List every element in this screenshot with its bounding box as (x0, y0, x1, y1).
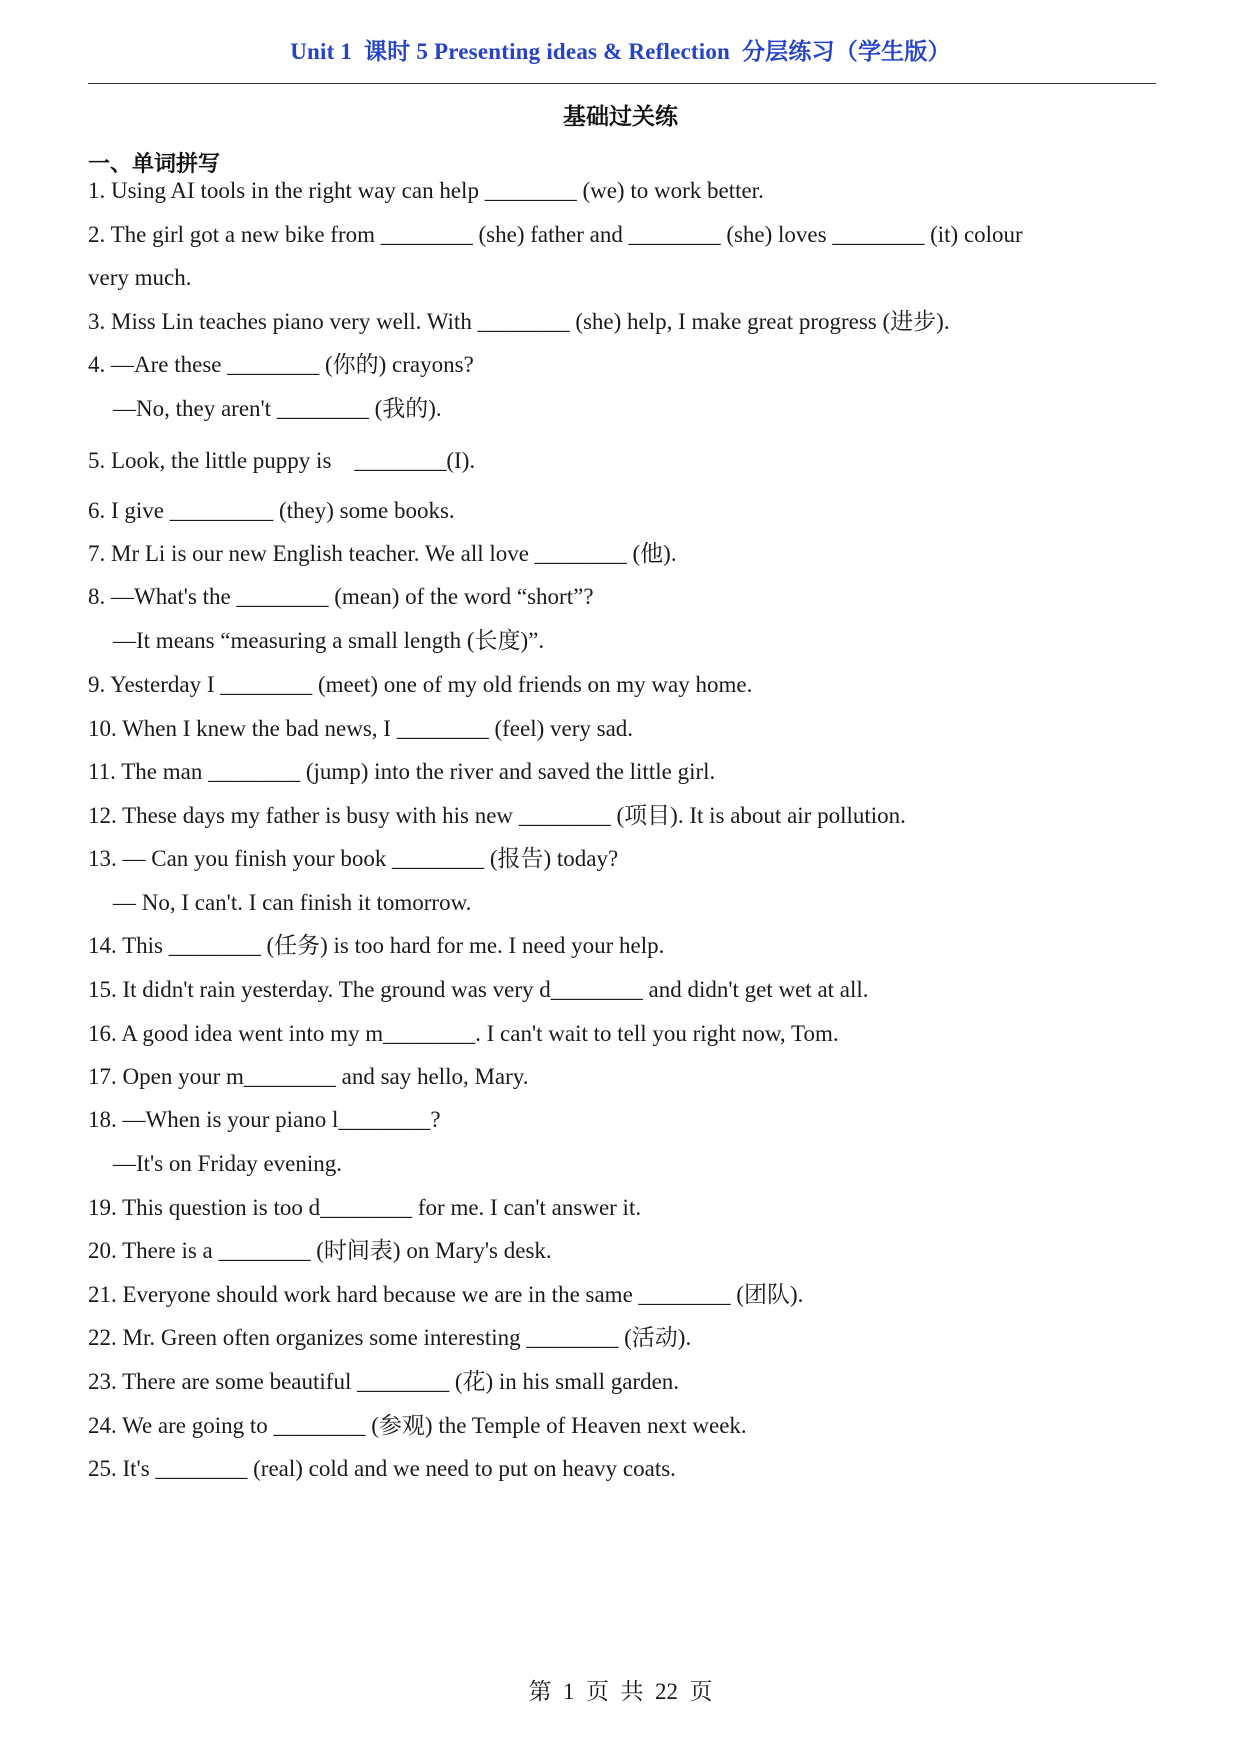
question-line: —No, they aren't ________ (我的). (113, 396, 442, 421)
question-line: 12. These days my father is busy with his new ________ (项目). It is about air pollution. (88, 803, 906, 828)
question-line: 10. When I knew the bad news, I ________ (feel) very sad. (88, 716, 634, 741)
question-line: 14. This ________ (任务) is too hard for me. I need your help. (88, 933, 665, 958)
question-line: —It's on Friday evening. (113, 1151, 343, 1176)
question-line: 9. Yesterday I ________ (meet) one of my old friends on my way home. (88, 672, 753, 697)
question-line: 13. — Can you finish your book ________ (报告) today? (88, 846, 619, 871)
question-line: 23. There are some beautiful ________ (花) in his small garden. (88, 1369, 680, 1394)
question-line: 22. Mr. Green often organizes some interesting ________ (活动). (88, 1325, 692, 1350)
question-line: 7. Mr Li is our new English teacher. We all love ________ (他). (88, 541, 677, 566)
question-line: 18. —When is your piano l________? (88, 1107, 441, 1132)
question-line: very much. (88, 265, 192, 290)
part-title: 一、单词拼写 (88, 152, 221, 177)
question-line: 17. Open your m________ and say hello, Mary. (88, 1064, 529, 1089)
question-line: 19. This question is too d________ for me. I can't answer it. (88, 1195, 642, 1220)
question-line: 5. Look, the little puppy is ________(I). (88, 448, 476, 473)
section-title: 基础过关练 (563, 104, 678, 130)
question-line: 16. A good idea went into my m________. I can't wait to tell you right now, Tom. (88, 1021, 839, 1046)
page-header-title: Unit 1 课时 5 Presenting ideas & Reflection 分层练习（学生版） (290, 39, 951, 64)
question-line: 6. I give _________ (they) some books. (88, 498, 455, 523)
question-line: 15. It didn't rain yesterday. The ground was very d________ and didn't get wet at all. (88, 977, 869, 1002)
question-line: 4. —Are these ________ (你的) crayons? (88, 352, 474, 377)
question-line: 24. We are going to ________ (参观) the Temple of Heaven next week. (88, 1413, 747, 1438)
question-line: 21. Everyone should work hard because we are in the same ________ (团队). (88, 1282, 804, 1307)
page-number: 第 1 页 共 22 页 (528, 1679, 713, 1704)
question-line: —It means “measuring a small length (长度)”. (113, 628, 545, 653)
question-line: 25. It's ________ (real) cold and we need to put on heavy coats. (88, 1456, 676, 1481)
question-line: — No, I can't. I can finish it tomorrow. (113, 890, 472, 915)
question-line: 8. —What's the ________ (mean) of the word “short”? (88, 584, 594, 609)
question-line: 20. There is a ________ (时间表) on Mary's desk. (88, 1238, 552, 1263)
header-divider (88, 83, 1156, 84)
question-line: 11. The man ________ (jump) into the river and saved the little girl. (88, 759, 716, 784)
question-line: 1. Using AI tools in the right way can help ________ (we) to work better. (88, 178, 764, 203)
question-line: 2. The girl got a new bike from ________ (she) father and ________ (she) loves ________ (it) colour (88, 222, 1023, 247)
question-line: 3. Miss Lin teaches piano very well. With ________ (she) help, I make great progress (进步). (88, 309, 950, 334)
